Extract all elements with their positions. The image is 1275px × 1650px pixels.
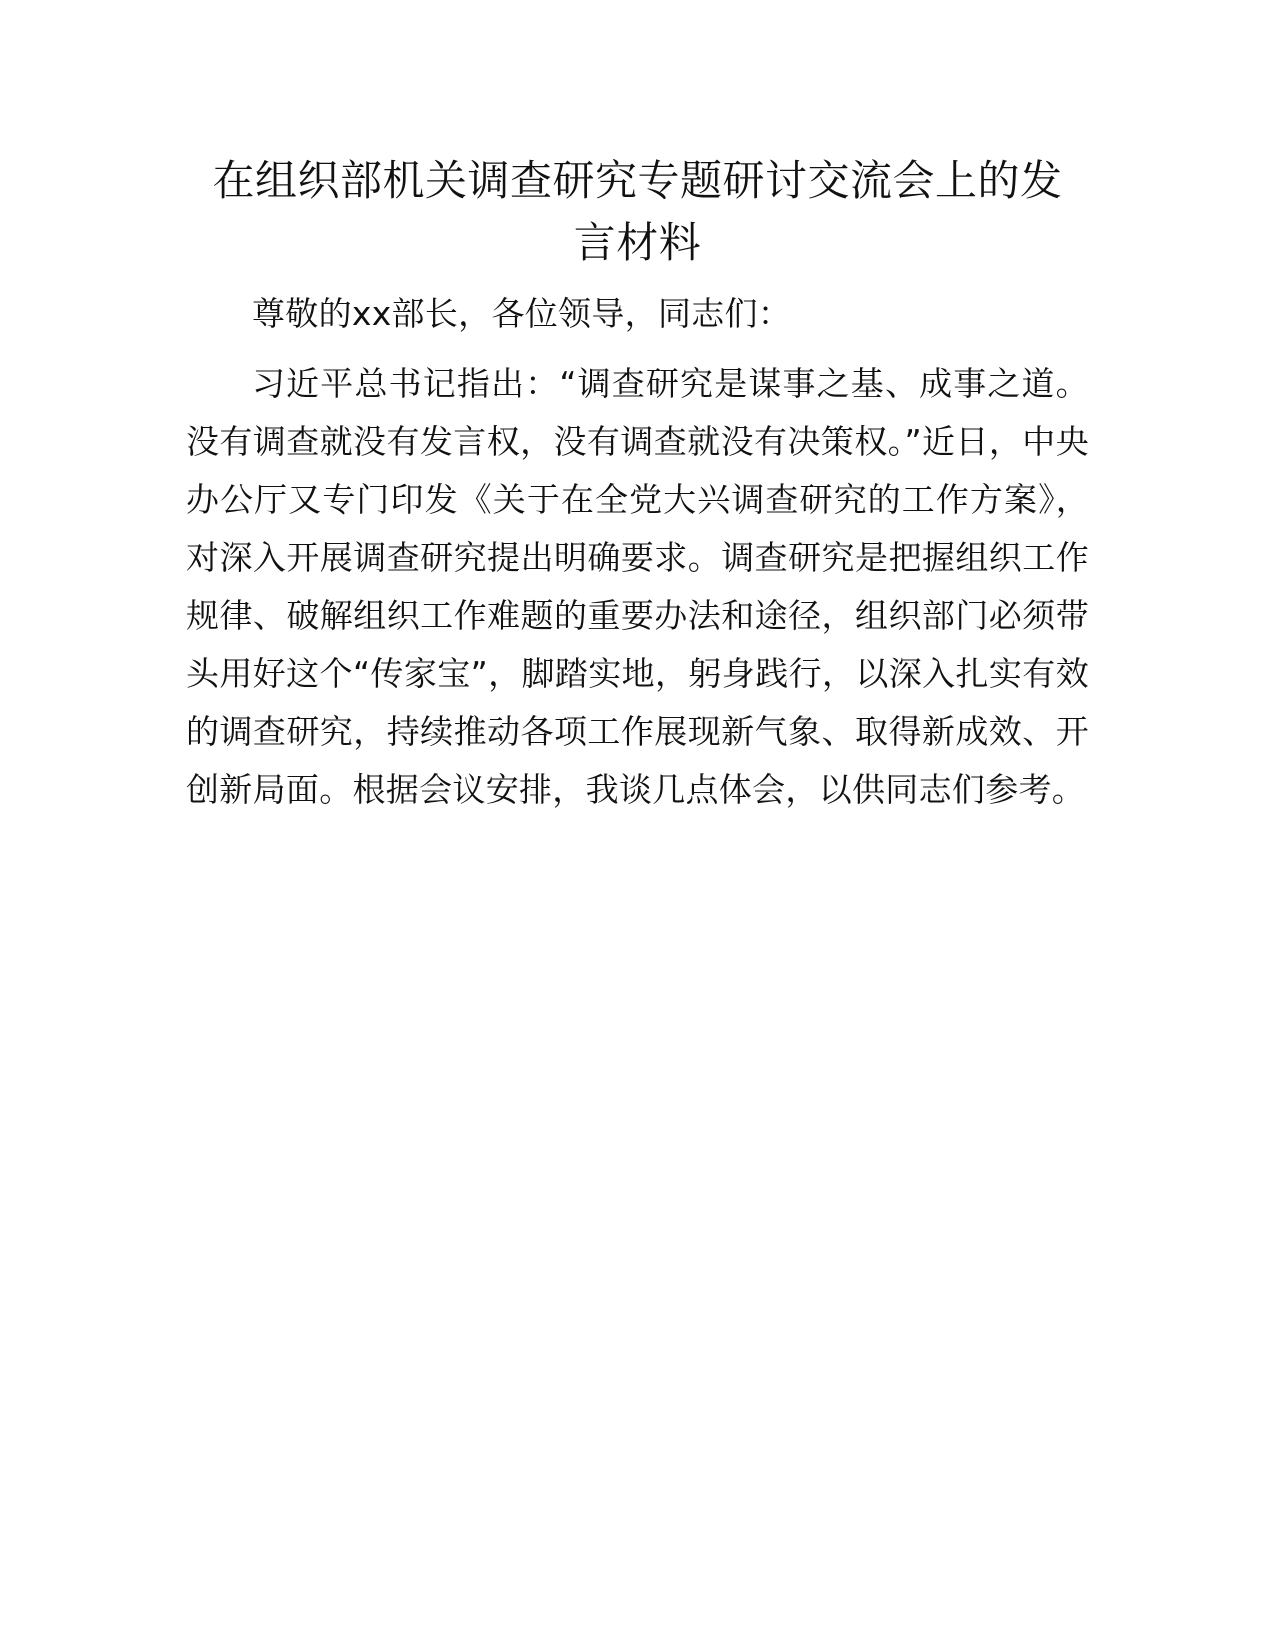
- body-paragraph: 习近平总书记指出：“调查研究是谋事之基、成事之道。没有调查就没有发言权，没有调查就没有决策权。”近日，中央办公厅又专门印发《关于在全党大兴调查研究的工作方案》，对深入开展调查研究提出明确要求。调查研究是把握组织工作规律、破解组织工作难题的重要办法和途径，组织部门必须带头用好这个“传家宝”，脚踏实地，躬身践行，以深入扎实有效的调查研究，持续推动各项工作展现新气象、取得新成效、开创新局面。根据会议安排，我谈几点体会，以供同志们参考。: [186, 364, 1089, 809]
- document-title-line-2: 言材料: [573, 218, 702, 267]
- document-title: [186, 150, 1089, 274]
- greeting-paragraph: 尊敬的xx部长，各位领导，同志们：: [252, 294, 792, 333]
- document-title-line-1: 在组织部机关调查研究专题研讨交流会上的发: [212, 156, 1063, 205]
